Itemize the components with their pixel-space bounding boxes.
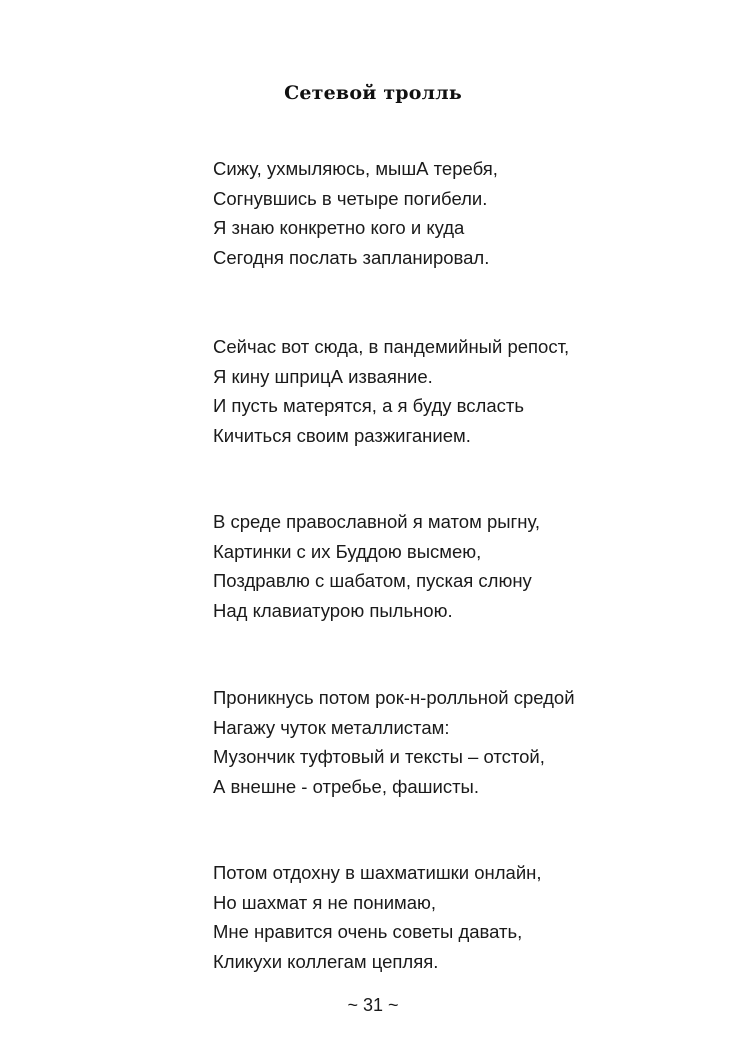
poem-line: Поздравлю с шабатом, пуская слюну [213, 570, 532, 591]
poem-line: Картинки с их Буддою высмею, [213, 540, 482, 562]
poem-title: Сетевой тролль [284, 82, 462, 104]
poem-line: Я кину шприцА изваяние. [213, 365, 433, 387]
poem-line: И пусть матерятся, а я буду всласть [213, 395, 524, 416]
poem-line: Кичиться своим разжиганием. [213, 424, 471, 446]
poem-line: Сейчас вот сюда, в пандемийный репост, [213, 336, 570, 357]
poem-line: Согнувшись в четыре погибели. [213, 187, 488, 209]
poem-line: Но шахмат я не понимаю, [213, 891, 437, 913]
poem-line: Сижу, ухмыляюсь, мышА теребя, [213, 158, 498, 179]
stanza-2 [213, 332, 569, 450]
poem-line: Я знаю конкретно кого и куда [213, 217, 465, 238]
poem-line: Над клавиатурою пыльною. [213, 599, 453, 621]
poem-line: А внешне - отребье, фашисты. [213, 775, 479, 797]
stanza-3 [213, 507, 540, 625]
stanza-1 [213, 154, 498, 272]
poem-line: В среде православной я матом рыгну, [213, 511, 541, 532]
poem-line: Потом отдохну в шахматишки онлайн, [213, 862, 542, 883]
poem-line: Нагажу чуток металлистам: [213, 716, 450, 738]
poem-line: Музончик туфтовый и тексты – отстой, [213, 746, 545, 767]
stanza-5 [213, 858, 542, 976]
poem-line: Мне нравится очень советы давать, [213, 921, 523, 942]
poem-line: Проникнусь потом рок-н-ролльной средой [213, 687, 575, 708]
poem-line: Кликухи коллегам цепляя. [213, 950, 439, 972]
poem-line: Сегодня послать запланировал. [213, 246, 490, 268]
page-number: ~ 31 ~ [347, 995, 399, 1015]
stanza-4 [213, 683, 575, 801]
